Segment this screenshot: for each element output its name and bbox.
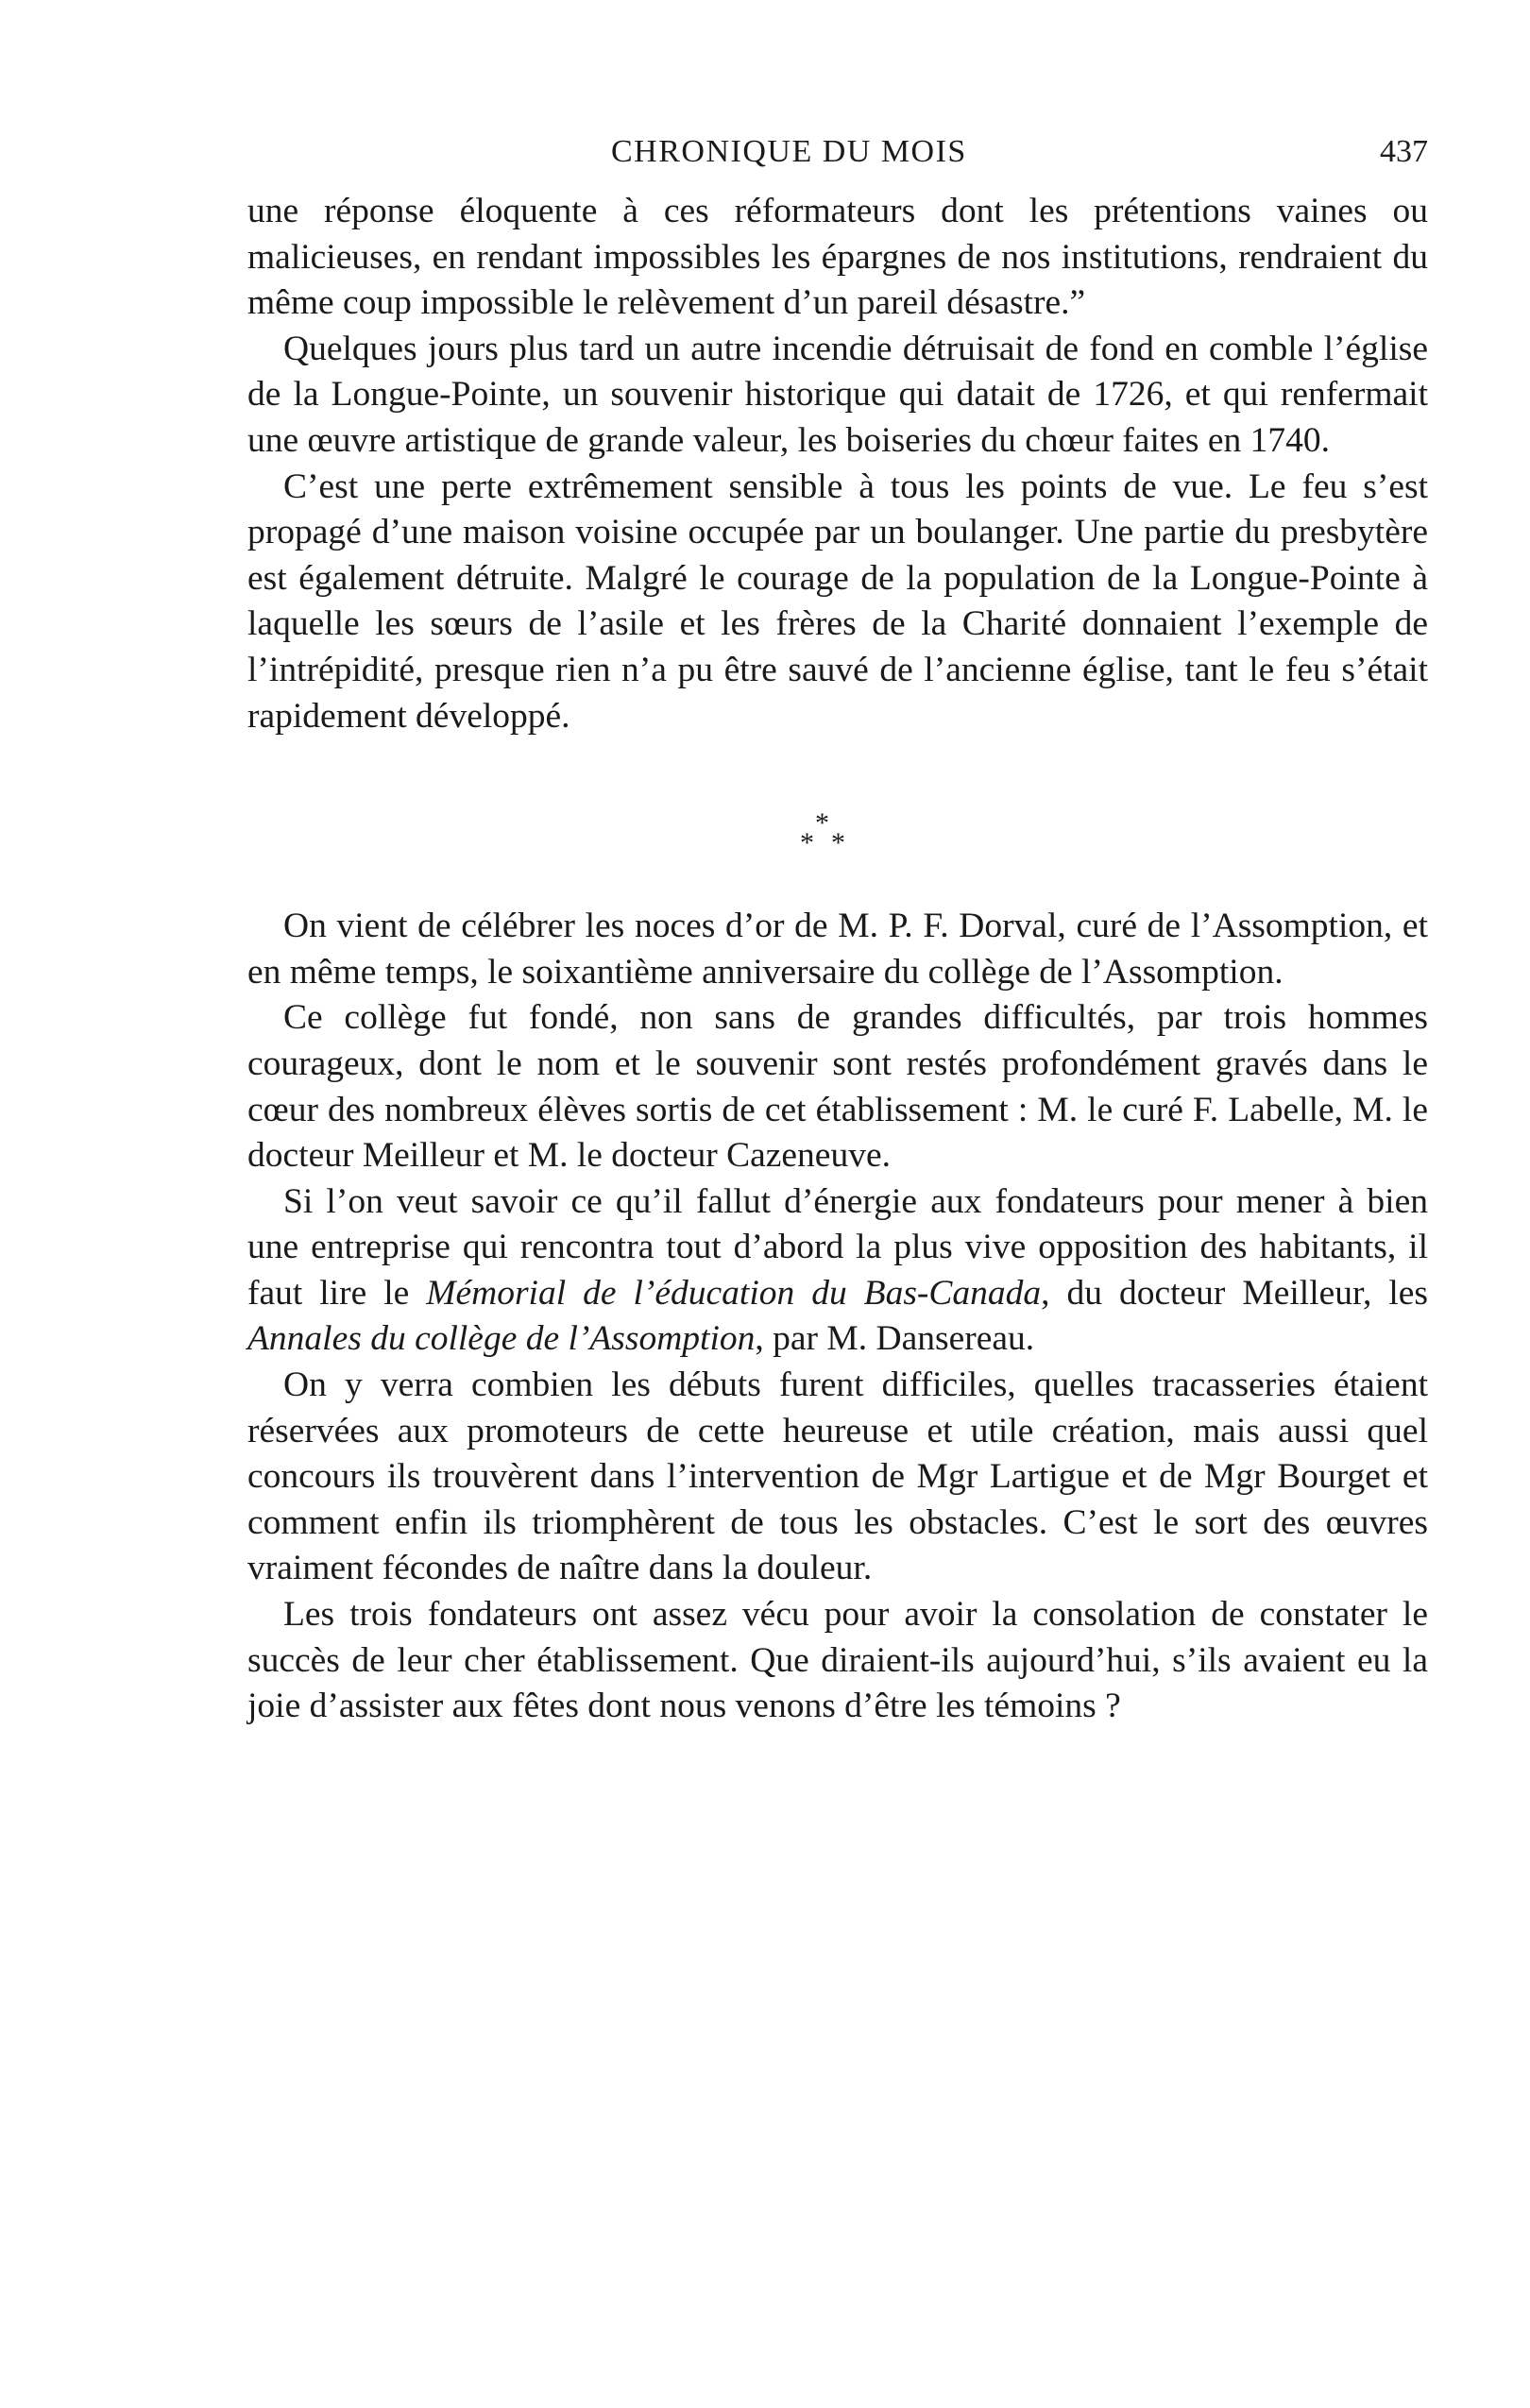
asterism-star: * [831, 827, 845, 859]
paragraph: Ce collège fut fondé, non sans de grandes difficultés, par trois hommes courageux, dont le nom et le souvenir sont restés profondément gravés dans le cœur des nombreux élèves sortis de cet établissement : M. le curé F. Labelle, M. le docteur Meilleur et M. le docteur Cazeneuve. [247, 998, 1428, 1176]
asterism-separator [247, 739, 1428, 904]
page-header [247, 132, 1428, 189]
text-run: Si l’on veut savoir ce qu’il fallut d’énergie aux fondateurs pour mener à bien une entreprise qui rencontra tout d’abord la plus vive opposition des habitants, il faut lire le [247, 1181, 1428, 1313]
asterism-star: * [815, 807, 829, 839]
page-number: 437 [1380, 134, 1428, 169]
book-title: Annales du collège de l’Assomption [247, 1319, 756, 1359]
text-run: , par M. Dansereau. [755, 1319, 1035, 1359]
paragraph: une réponse éloquente à ces réformateurs dont les prétentions vaines ou malicieuses, en rendant impossibles les épargnes de nos institutions, rendraient du même coup impossible le relèvement d’un pareil désastre.” [247, 192, 1428, 323]
section-college-anniversary [247, 904, 1428, 1730]
text-run: , du docteur Meilleur, les [1041, 1273, 1429, 1313]
running-head: CHRONIQUE DU MOIS [611, 134, 967, 169]
paragraph: C’est une perte extrêmement sensible à tous les points de vue. Le feu s’est propagé d’une maison voisine occupée par un boulanger. Une partie du presbytère est également détruite. Malgré le courage de la population de la Longue-Pointe à laquelle les sœurs de l’asile et les frères de la Charité donnaient l’exemple de l’intrépidité, presque rien n’a pu être sauvé de l’ancienne église, tant le feu s’était rapidement développé. [247, 466, 1428, 736]
paragraph [247, 1179, 1428, 1363]
book-title: Mémorial de l’éducation du Bas-Canada [426, 1273, 1042, 1313]
asterism-star: * [800, 827, 814, 859]
page [247, 132, 1428, 1730]
paragraph: On y verra combien les débuts furent difficiles, quelles tracasseries étaient réservées aux promoteurs de cette heureuse et utile création, mais aussi quel concours ils trouvèrent dans l’intervention de Mgr Lartigue et de Mgr Bourget et comment enfin ils triomphèrent de tous les obstacles. C’est le sort des œuvres vraiment fécondes de naître dans la douleur. [247, 1365, 1428, 1588]
paragraph: Quelques jours plus tard un autre incendie détruisait de fond en comble l’église de la Longue-Pointe, un souvenir historique qui datait de 1726, et qui renfermait une œuvre artistique de grande valeur, les boiseries du chœur faites en 1740. [247, 329, 1428, 460]
paragraph: On vient de célébrer les noces d’or de M. P. F. Dorval, curé de l’Assomption, et en même temps, le soixantième anniversaire du collège de l’Assomption. [247, 907, 1428, 992]
section-fire-report [247, 189, 1428, 739]
paragraph: Les trois fondateurs ont assez vécu pour avoir la consolation de constater le succès de leur cher établissement. Que diraient-ils aujourd’hui, s’ils avaient eu la joie d’assister aux fêtes dont nous venons d’être les témoins ? [247, 1595, 1428, 1726]
